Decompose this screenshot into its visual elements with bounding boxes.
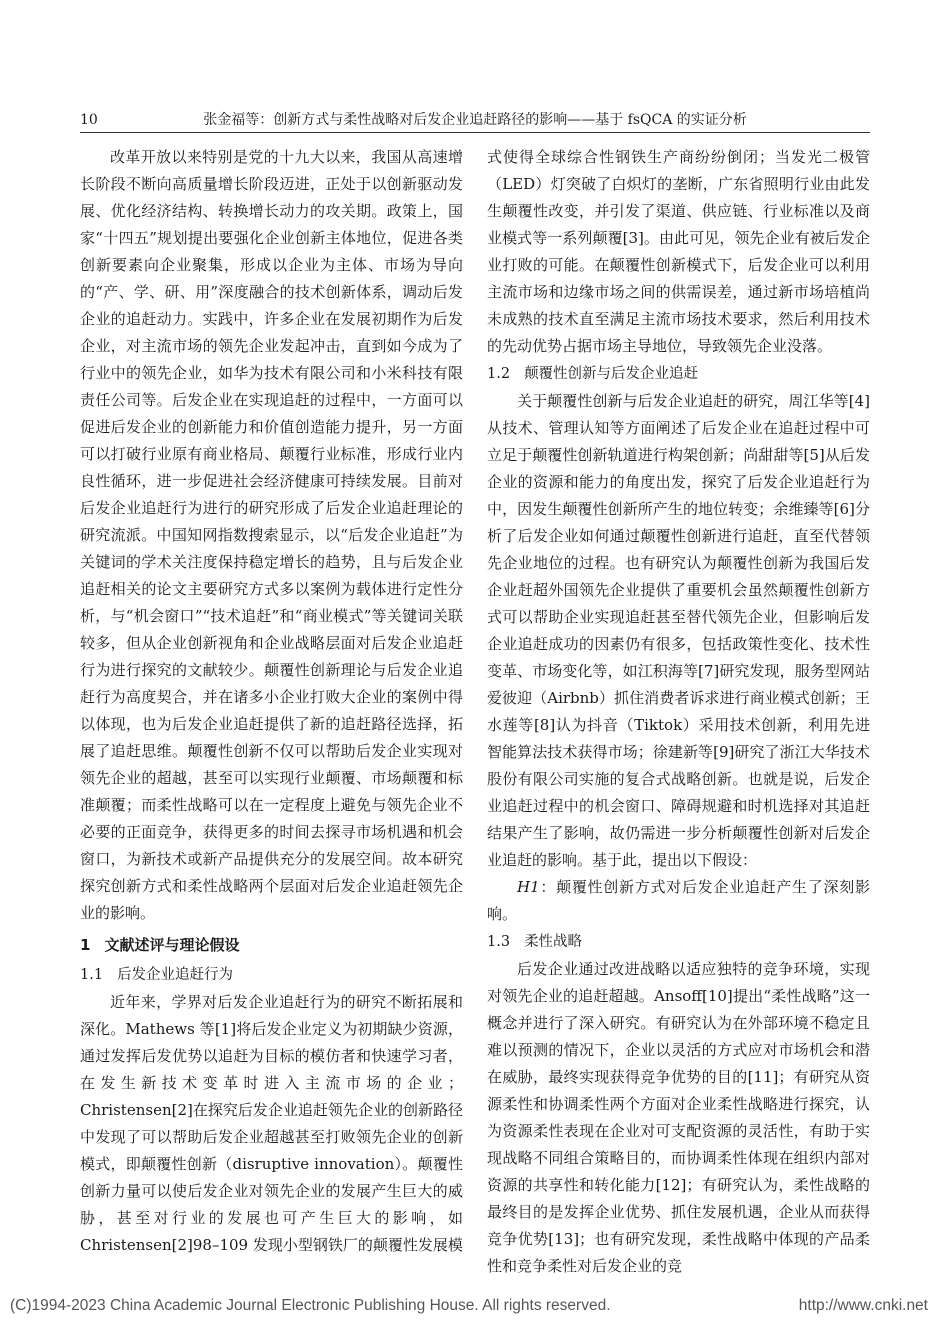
subsection-1-2-paragraph: 关于颠覆性创新与后发企业追赶的研究，周江华等[4]从技术、管理认知等方面阐述了后发企业在追赶过程中可立足于颠覆性创新轨道进行构架创新；尚甜甜等[5]从后发企业的资源和能力的角度出发，探究了后发企业追赶行为中，因发生颠覆性创新所产生的地位转变；余维臻等[6]分析了后发企业如何通过颠覆性创新进行追赶，直至代替领先企业地位的过程。也有研究认为颠覆性创新为我国后发企业赶超外国领先企业提供了重要机会虽然颠覆性创新方式可以帮助企业实现追赶甚至替代领先企业，但影响后发企业追赶成功的因素仍有很多，包括政策性变化、技术性变革、市场变化等，如江积海等[7]研究发现，服务型网站爱彼迎（Airbnb）抓住消费者诉求进行商业模式创新；王水莲等[8]认为抖音（Tiktok）采用技术创新，利用先进智能算法技术获得市场；徐建新等[9]研究了浙江大华技术股份有限公司实施的复合式战略创新。也就是说，后发企业追赶过程中的机会窗口、障碍规避和时机选择对其追赶结果产生了影响，故仍需进一步分析颠覆性创新对后发企业追赶的影响。基于此，提出以下假设： — [487, 392, 870, 869]
subsection-1-3-number: 1.3 — [487, 934, 511, 950]
subsection-1-3-heading — [487, 928, 870, 956]
subsection-1-3-title: 柔性战略 — [524, 934, 583, 950]
subsection-1-2-heading — [487, 360, 870, 388]
subsection-1-2-title: 颠覆性创新与后发企业追赶 — [524, 366, 699, 382]
section-1-title: 文献述评与理论假设 — [104, 936, 240, 954]
continued-paragraph: 式使得全球综合性钢铁生产商纷纷倒闭；当发光二极管（LED）灯突破了白炽灯的垄断，广东省照明行业由此发生颠覆性改变，并引发了渠道、供应链、行业标准以及商业模式等一系列颠覆[3]。由此可见，领先企业有被后发企业打败的可能。在颠覆性创新模式下，后发企业可以利用主流市场和边缘市场之间的供需误差，通过新市场培植尚未成熟的技术直至满足主流市场技术要求，然后利用技术的先动优势占据市场主导地位，导致领先企业没落。 — [487, 148, 870, 355]
right-column — [487, 144, 870, 1280]
copyright-text: (C)1994-2023 China Academic Journal Electronic Publishing House. All rights reserved. — [10, 1297, 611, 1314]
subsection-1-1-title: 后发企业追赶行为 — [117, 967, 234, 983]
subsection-1-3-paragraph: 后发企业通过改进战略以适应独特的竞争环境，实现对领先企业的追赶超越。Ansoff[10]提出“柔性战略”这一概念并进行了深入研究。有研究认为在外部环境不稳定且难以预测的情况下，企业以灵活的方式应对市场机会和潜在威胁，最终实现获得竞争优势的目的[11]；有研究从资源柔性和协调柔性两个方面对企业柔性战略进行探究，认为资源柔性表现在企业对可支配资源的灵活性，有助于实现战略不同组合策略目的，而协调柔性体现在组织内部对资源的共享性和转化能力[12]；有研究认为，柔性战略的最终目的是发挥企业优势、抓住发展机遇，企业从而获得竞争优势[13]；也有研究发现，柔性战略中体现的产品柔性和竞争柔性对后发企业的竞 — [487, 960, 870, 1275]
subsection-1-1-heading — [80, 961, 463, 989]
subsection-1-1-number: 1.1 — [80, 967, 104, 983]
cnki-link[interactable]: http://www.cnki.net — [798, 1297, 928, 1314]
running-title: 张金福等：创新方式与柔性战略对后发企业追赶路径的影响——基于 fsQCA 的实证分析 — [203, 112, 747, 128]
section-1-number: 1 — [80, 936, 91, 954]
section-1-heading — [80, 931, 463, 959]
subsection-1-1-paragraph: 近年来，学界对后发企业追赶行为的研究不断拓展和深化。Mathews 等[1]将后发企业定义为初期缺少资源，通过发挥后发优势以追赶为目标的模仿者和快速学习者，在发生新技术变革时进入主流市场的企业；Christensen[2]在探究后发企业追赶领先企业的创新路径中发现了可以帮助后发企业超越甚至打败领先企业的创新模式，即颠覆性创新（disruptive innovation）。颠覆性创新力量可以使后发企业对领先企业的发展产生巨大的威胁，甚至对行业的发展也可产生巨大的影响，如 Christensen[2]98–109 发现小型钢铁厂的颠覆性发展模 — [80, 993, 463, 1254]
subsection-1-2-number: 1.2 — [487, 366, 511, 382]
hypothesis-label: H1 — [517, 878, 540, 896]
running-header — [80, 108, 870, 133]
left-column — [80, 144, 463, 1259]
copyright-footer — [10, 1294, 940, 1318]
hypothesis-1 — [487, 874, 870, 928]
hypothesis-text: ：颠覆性创新方式对后发企业追赶产生了深刻影响。 — [487, 878, 870, 923]
page-number: 10 — [80, 112, 98, 128]
intro-paragraph: 改革开放以来特别是党的十九大以来，我国从高速增长阶段不断向高质量增长阶段迈进，正处于以创新驱动发展、优化经济结构、转换增长动力的攻关期。政策上，国家“十四五”规划提出要强化企业创新主体地位，促进各类创新要素向企业聚集，形成以企业为主体、市场为导向的“产、学、研、用”深度融合的技术创新体系，调动后发企业的追赶动力。实践中，许多企业在发展初期作为后发企业，对主流市场的领先企业发起冲击，直到如今成为了行业中的领先企业，如华为技术有限公司和小米科技有限责任公司等。后发企业在实现追赶的过程中，一方面可以促进后发企业的创新能力和价值创造能力提升，另一方面可以打破行业原有商业格局、颠覆行业标准，形成行业内良性循环，进一步促进社会经济健康可持续发展。目前对后发企业追赶行为进行的研究形成了后发企业追赶理论的研究流派。中国知网指数搜索显示，以“后发企业追赶”为关键词的学术关注度保持稳定增长的趋势，且与后发企业追赶相关的论文主要研究方式多以案例为载体进行定性分析，与“机会窗口”“技术追赶”和“商业模式”等关键词关联较多，但从企业创新视角和企业战略层面对后发企业追赶行为进行探究的文献较少。颠覆性创新理论与后发企业追赶行为高度契合，并在诸多小企业打败大企业的案例中得以体现，也为后发企业追赶提供了新的追赶路径选择，拓展了追赶思维。颠覆性创新不仅可以帮助后发企业实现对领先企业的超越，甚至可以实现行业颠覆、市场颠覆和标准颠覆；而柔性战略可以在一定程度上避免与领先企业不必要的正面竞争，获得更多的时间去探寻市场机遇和机会窗口，为新技术或新产品提供充分的发展空间。故本研究探究创新方式和柔性战略两个层面对后发企业追赶领先企业的影响。 — [80, 148, 463, 922]
